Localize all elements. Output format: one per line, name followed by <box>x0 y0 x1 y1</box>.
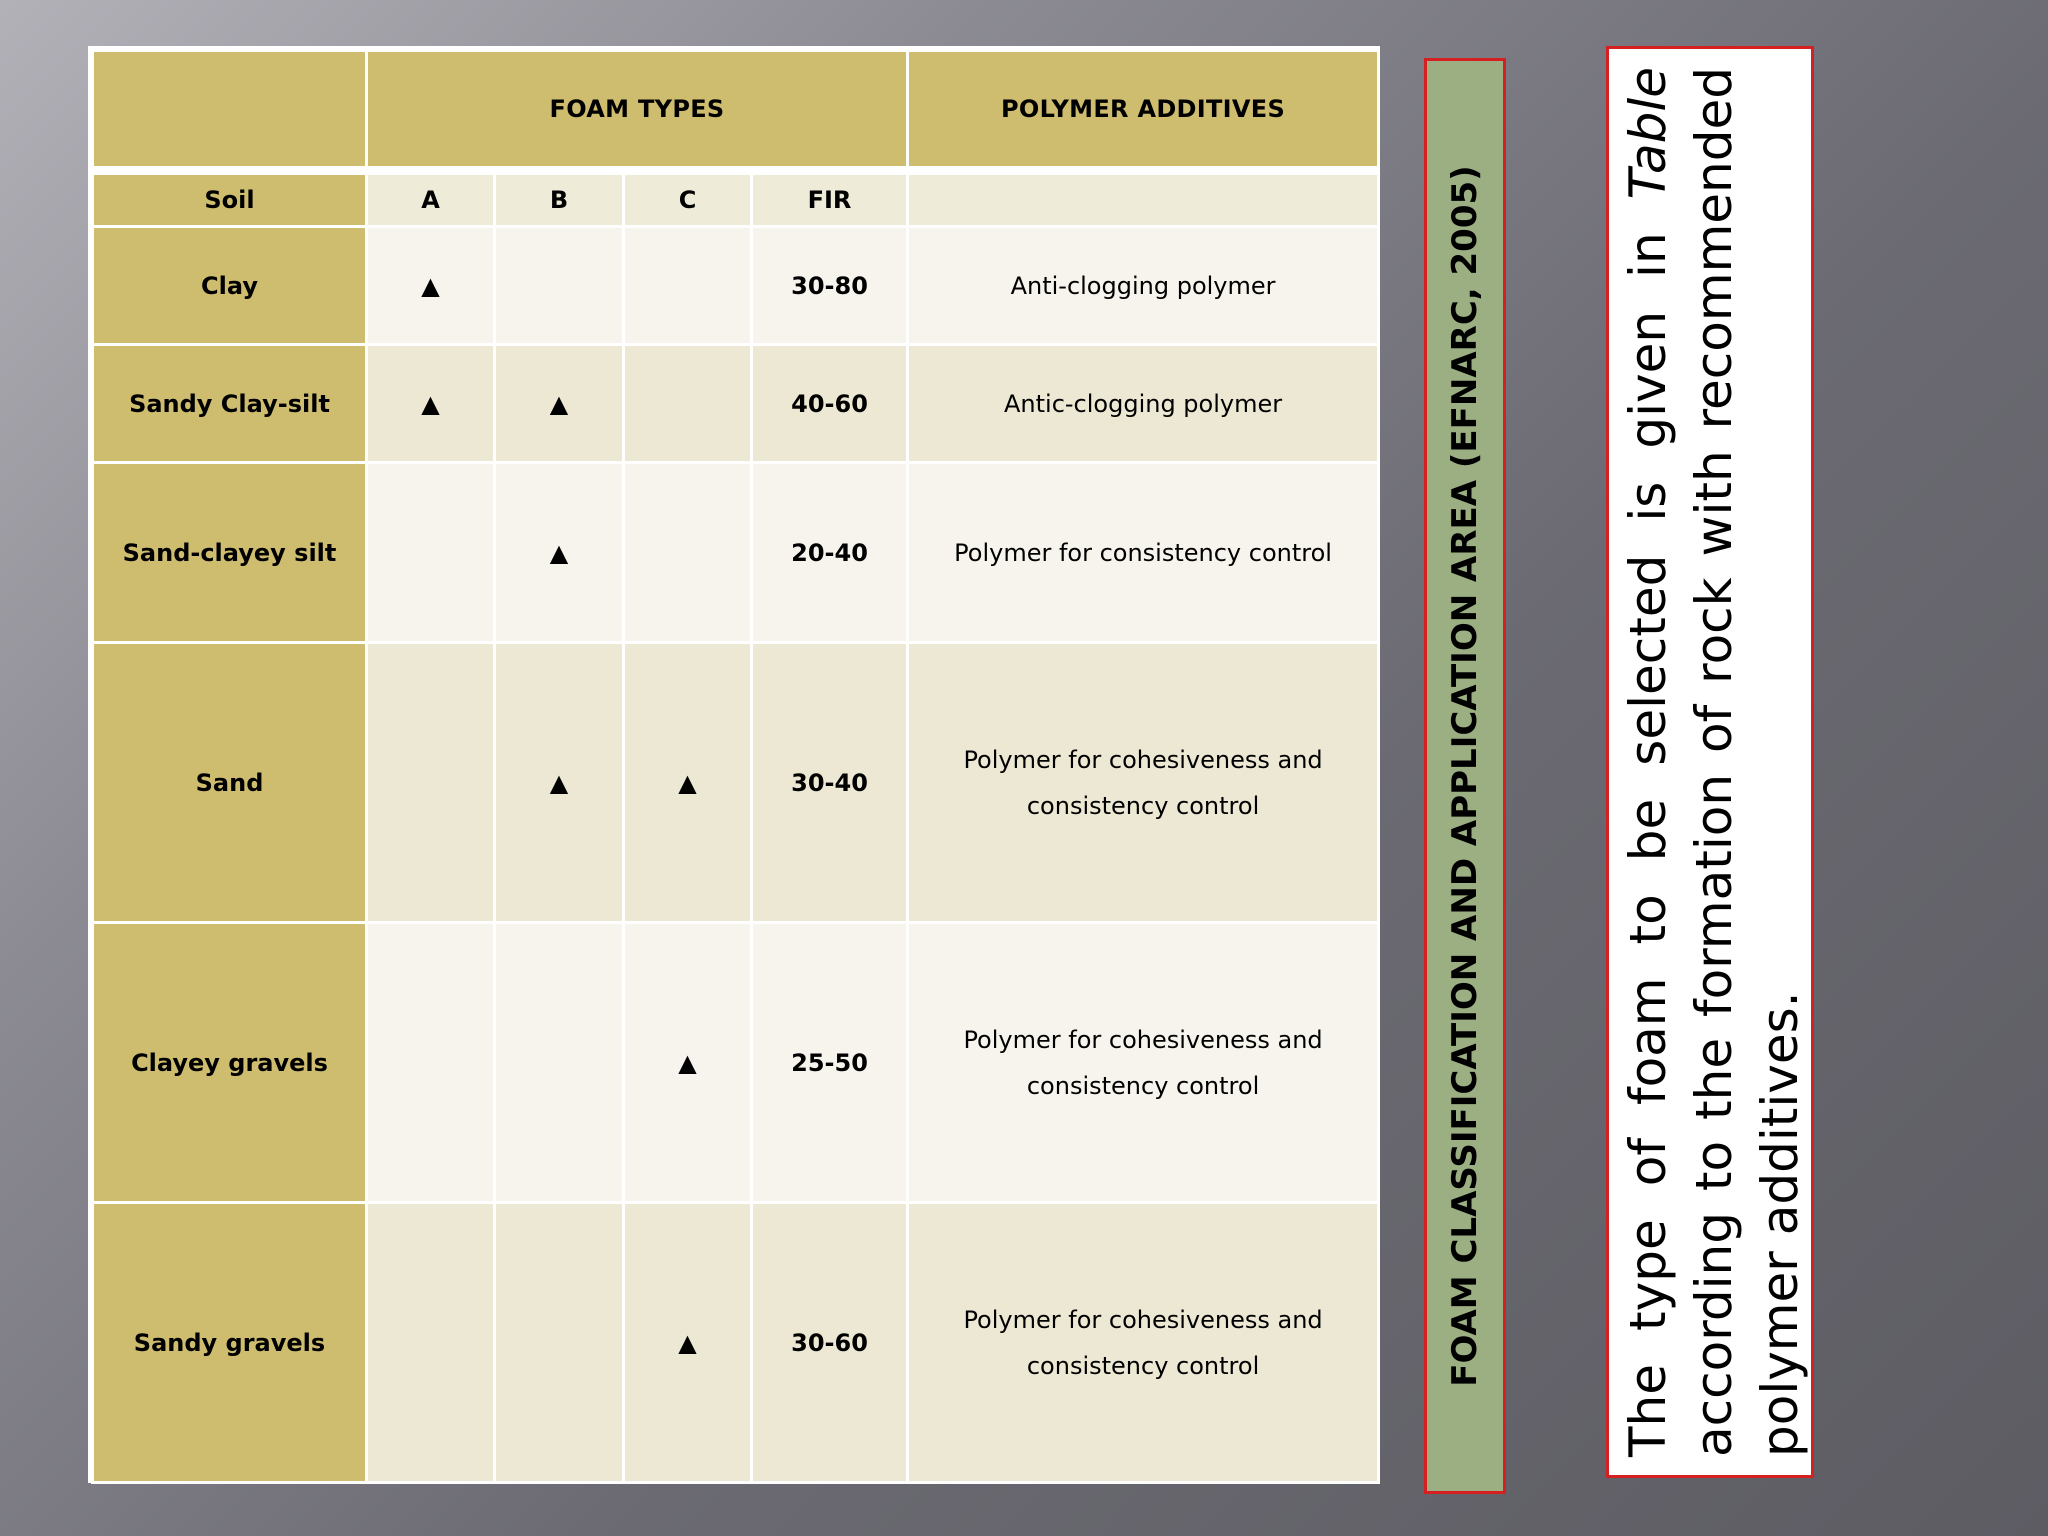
foam-b-cell <box>495 227 624 345</box>
column-header-b: B <box>495 171 624 227</box>
foam-c-cell: ▲ <box>624 923 752 1203</box>
header-foam-types: FOAM TYPES <box>367 51 908 171</box>
polymer-cell: Polymer for cohesiveness and consistency control <box>908 1203 1379 1483</box>
foam-a-cell <box>367 1203 495 1483</box>
foam-b-cell: ▲ <box>495 463 624 643</box>
foam-c-cell <box>624 463 752 643</box>
soil-cell: Sandy Clay-silt <box>93 345 367 463</box>
foam-b-cell: ▲ <box>495 345 624 463</box>
foam-b-cell <box>495 1203 624 1483</box>
paragraph-table-reference: Table <box>1619 67 1677 200</box>
column-header-polymer <box>908 171 1379 227</box>
fir-cell: 30-80 <box>752 227 908 345</box>
polymer-cell: Anti-clogging polymer <box>908 227 1379 345</box>
fir-cell: 40-60 <box>752 345 908 463</box>
soil-cell: Sand-clayey silt <box>93 463 367 643</box>
polymer-cell: Polymer for cohesiveness and consistency control <box>908 923 1379 1203</box>
foam-c-cell <box>624 227 752 345</box>
foam-c-cell <box>624 345 752 463</box>
header-empty-cell <box>93 51 367 171</box>
fir-cell: 20-40 <box>752 463 908 643</box>
polymer-cell: Antic-clogging polymer <box>908 345 1379 463</box>
table <box>91 49 1380 1484</box>
description-paragraph <box>1615 67 1809 1457</box>
polymer-cell: Polymer for cohesiveness and consistency control <box>908 643 1379 923</box>
table-row <box>93 923 1379 1203</box>
foam-a-cell: ▲ <box>367 227 495 345</box>
header-polymer-additives: POLYMER ADDITIVES <box>908 51 1379 171</box>
paragraph-text-end: according to the formation of rock with recommended polymer additives. <box>1685 67 1809 1457</box>
fir-cell: 30-40 <box>752 643 908 923</box>
polymer-cell: Polymer for consistency control <box>908 463 1379 643</box>
fir-cell: 30-60 <box>752 1203 908 1483</box>
table-row <box>93 345 1379 463</box>
foam-c-cell: ▲ <box>624 643 752 923</box>
table-row <box>93 227 1379 345</box>
vertical-paragraph-box <box>1606 46 1814 1478</box>
foam-a-cell <box>367 923 495 1203</box>
foam-b-cell: ▲ <box>495 643 624 923</box>
foam-b-cell <box>495 923 624 1203</box>
soil-cell: Clayey gravels <box>93 923 367 1203</box>
foam-a-cell: ▲ <box>367 345 495 463</box>
soil-cell: Clay <box>93 227 367 345</box>
table-row <box>93 643 1379 923</box>
table-subheader-row <box>93 171 1379 227</box>
foam-classification-table <box>88 46 1380 1483</box>
paragraph-text-start: The type of foam to be selected is given in <box>1619 199 1677 1457</box>
table-row <box>93 463 1379 643</box>
column-header-c: C <box>624 171 752 227</box>
column-header-a: A <box>367 171 495 227</box>
soil-cell: Sandy gravels <box>93 1203 367 1483</box>
vertical-title-box <box>1424 58 1506 1494</box>
soil-cell: Sand <box>93 643 367 923</box>
foam-c-cell: ▲ <box>624 1203 752 1483</box>
table-row <box>93 1203 1379 1483</box>
column-header-fir: FIR <box>752 171 908 227</box>
slide-title: FOAM CLASSIFICATION AND APPLICATION AREA (EFNARC, 2005) <box>1445 165 1485 1387</box>
foam-a-cell <box>367 463 495 643</box>
foam-a-cell <box>367 643 495 923</box>
table-header-row <box>93 51 1379 171</box>
fir-cell: 25-50 <box>752 923 908 1203</box>
column-header-soil: Soil <box>93 171 367 227</box>
